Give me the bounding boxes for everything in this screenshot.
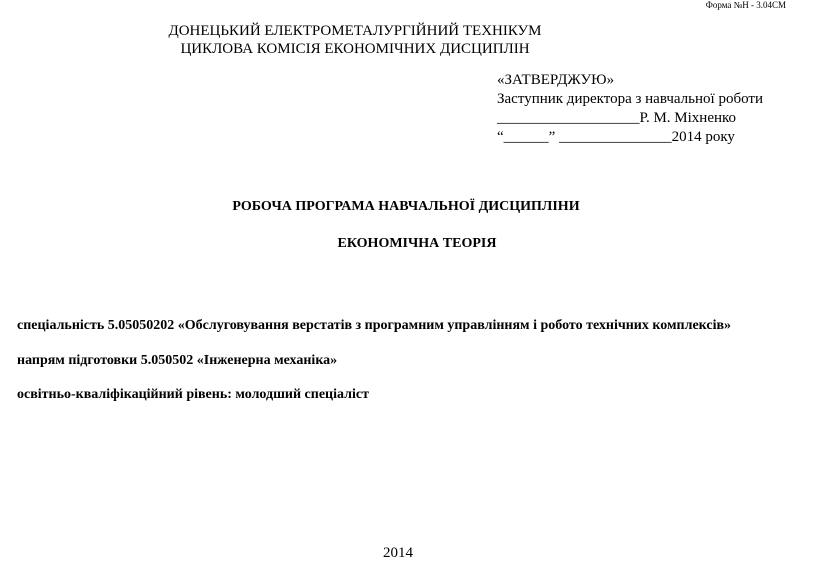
approval-heading: «ЗАТВЕРДЖУЮ» <box>497 72 615 88</box>
specialty-line: спеціальність 5.05050202 «Обслуговування верстатів з програмним управлінням і робото технічних комплексів» <box>17 318 732 333</box>
qualification-level-line: освітньо-кваліфікаційний рівень: молодший спеціаліст <box>17 387 369 402</box>
discipline-title-row <box>0 236 816 252</box>
approval-signature-line: ___________________Р. М. Міхненко <box>497 110 737 126</box>
institution-name: ДОНЕЦЬКИЙ ЕЛЕКТРОМЕТАЛУРГІЙНИЙ ТЕХНІКУМ <box>168 23 542 39</box>
institution-header <box>150 22 560 58</box>
direction-line: напрям підготовки 5.050502 «Інженерна механіка» <box>17 353 338 368</box>
document-title: РОБОЧА ПРОГРАМА НАВЧАЛЬНОЇ ДИСЦИПЛІНИ <box>232 199 580 214</box>
document-title-row <box>0 199 816 215</box>
approval-date-line: “______” _______________2014 року <box>497 129 735 145</box>
commission-name: ЦИКЛОВА КОМІСІЯ ЕКОНОМІЧНИХ ДИСЦИПЛІН <box>180 41 530 57</box>
approval-block <box>497 71 763 147</box>
year: 2014 <box>383 545 413 561</box>
discipline-title: ЕКОНОМІЧНА ТЕОРІЯ <box>337 236 497 251</box>
form-code: Форма №Н - 3.04СМ <box>705 0 786 10</box>
approval-position: Заступник директора з навчальної роботи <box>497 91 763 107</box>
